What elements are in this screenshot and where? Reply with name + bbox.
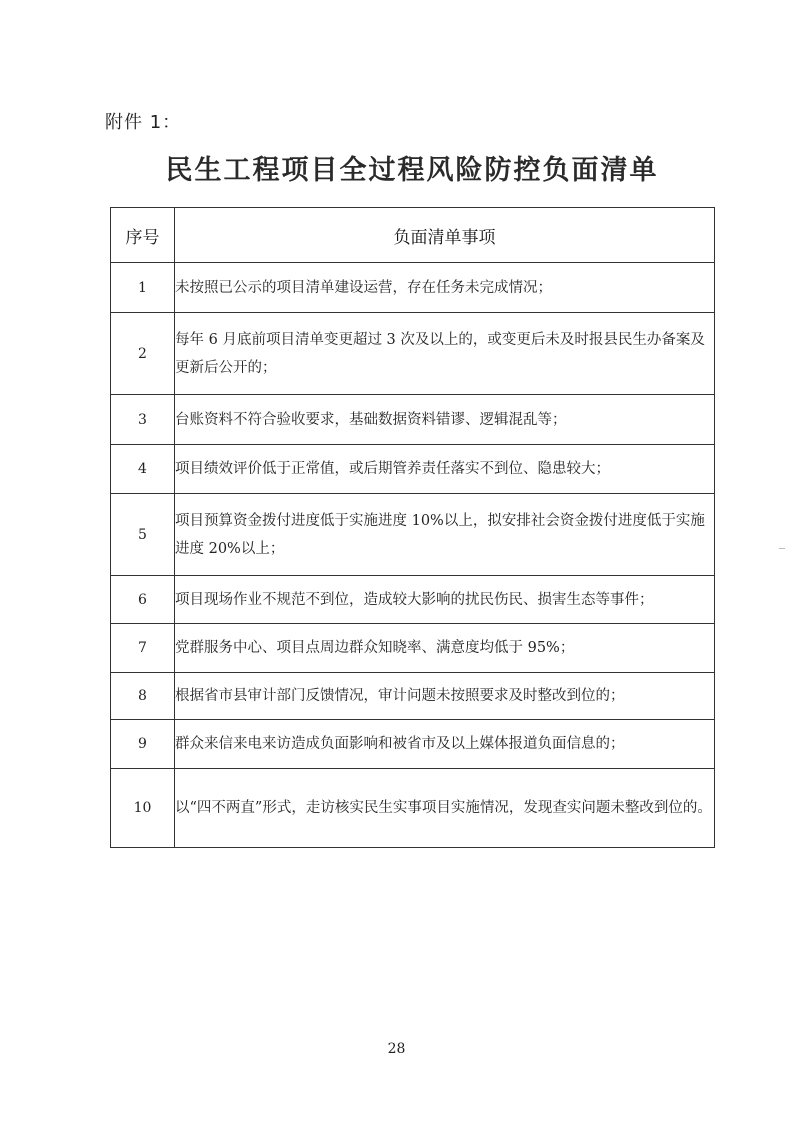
row-text: 党群服务中心、项目点周边群众知晓率、满意度均低于 95%； <box>175 624 715 673</box>
row-number: 9 <box>111 720 175 769</box>
row-text: 项目预算资金拨付进度低于实施进度 10%以上，拟安排社会资金拨付进度低于实施进度 20%以上； <box>175 494 715 576</box>
scan-mark <box>779 548 785 549</box>
document-title: 民生工程项目全过程风险防控负面清单 <box>165 155 659 186</box>
table-row <box>111 624 715 673</box>
table-row <box>111 720 715 769</box>
row-text: 项目现场作业不规范不到位，造成较大影响的扰民伤民、损害生态等事件； <box>175 576 715 624</box>
row-text: 以“四不两直”形式，走访核实民生实事项目实施情况，发现查实问题未整改到位的。 <box>175 769 715 848</box>
row-number: 4 <box>111 445 175 494</box>
header-serial-number: 序号 <box>111 208 175 263</box>
table-row <box>111 576 715 624</box>
table-row <box>111 313 715 395</box>
negative-list-table <box>110 207 715 848</box>
table-row <box>111 263 715 313</box>
row-number: 2 <box>111 313 175 395</box>
row-text: 未按照已公示的项目清单建设运营，存在任务未完成情况； <box>175 263 715 313</box>
row-number: 1 <box>111 263 175 313</box>
table-row <box>111 673 715 720</box>
row-number: 6 <box>111 576 175 624</box>
page-number: 28 <box>387 1041 406 1057</box>
header-negative-item: 负面清单事项 <box>175 208 715 263</box>
attachment-label: 附件 1： <box>105 112 182 133</box>
table-row <box>111 395 715 445</box>
row-text: 台账资料不符合验收要求，基础数据资料错谬、逻辑混乱等； <box>175 395 715 445</box>
row-number: 7 <box>111 624 175 673</box>
table-row <box>111 494 715 576</box>
table-row <box>111 769 715 848</box>
row-text: 每年 6 月底前项目清单变更超过 3 次及以上的，或变更后未及时报县民生办备案及更新后公开的； <box>175 313 715 395</box>
row-number: 8 <box>111 673 175 720</box>
row-number: 3 <box>111 395 175 445</box>
row-text: 项目绩效评价低于正常值，或后期管养责任落实不到位、隐患较大； <box>175 445 715 494</box>
table-header-row <box>111 208 715 263</box>
row-text: 根据省市县审计部门反馈情况，审计问题未按照要求及时整改到位的； <box>175 673 715 720</box>
row-number: 5 <box>111 494 175 576</box>
row-text: 群众来信来电来访造成负面影响和被省市及以上媒体报道负面信息的； <box>175 720 715 769</box>
table-row <box>111 445 715 494</box>
row-number: 10 <box>111 769 175 848</box>
